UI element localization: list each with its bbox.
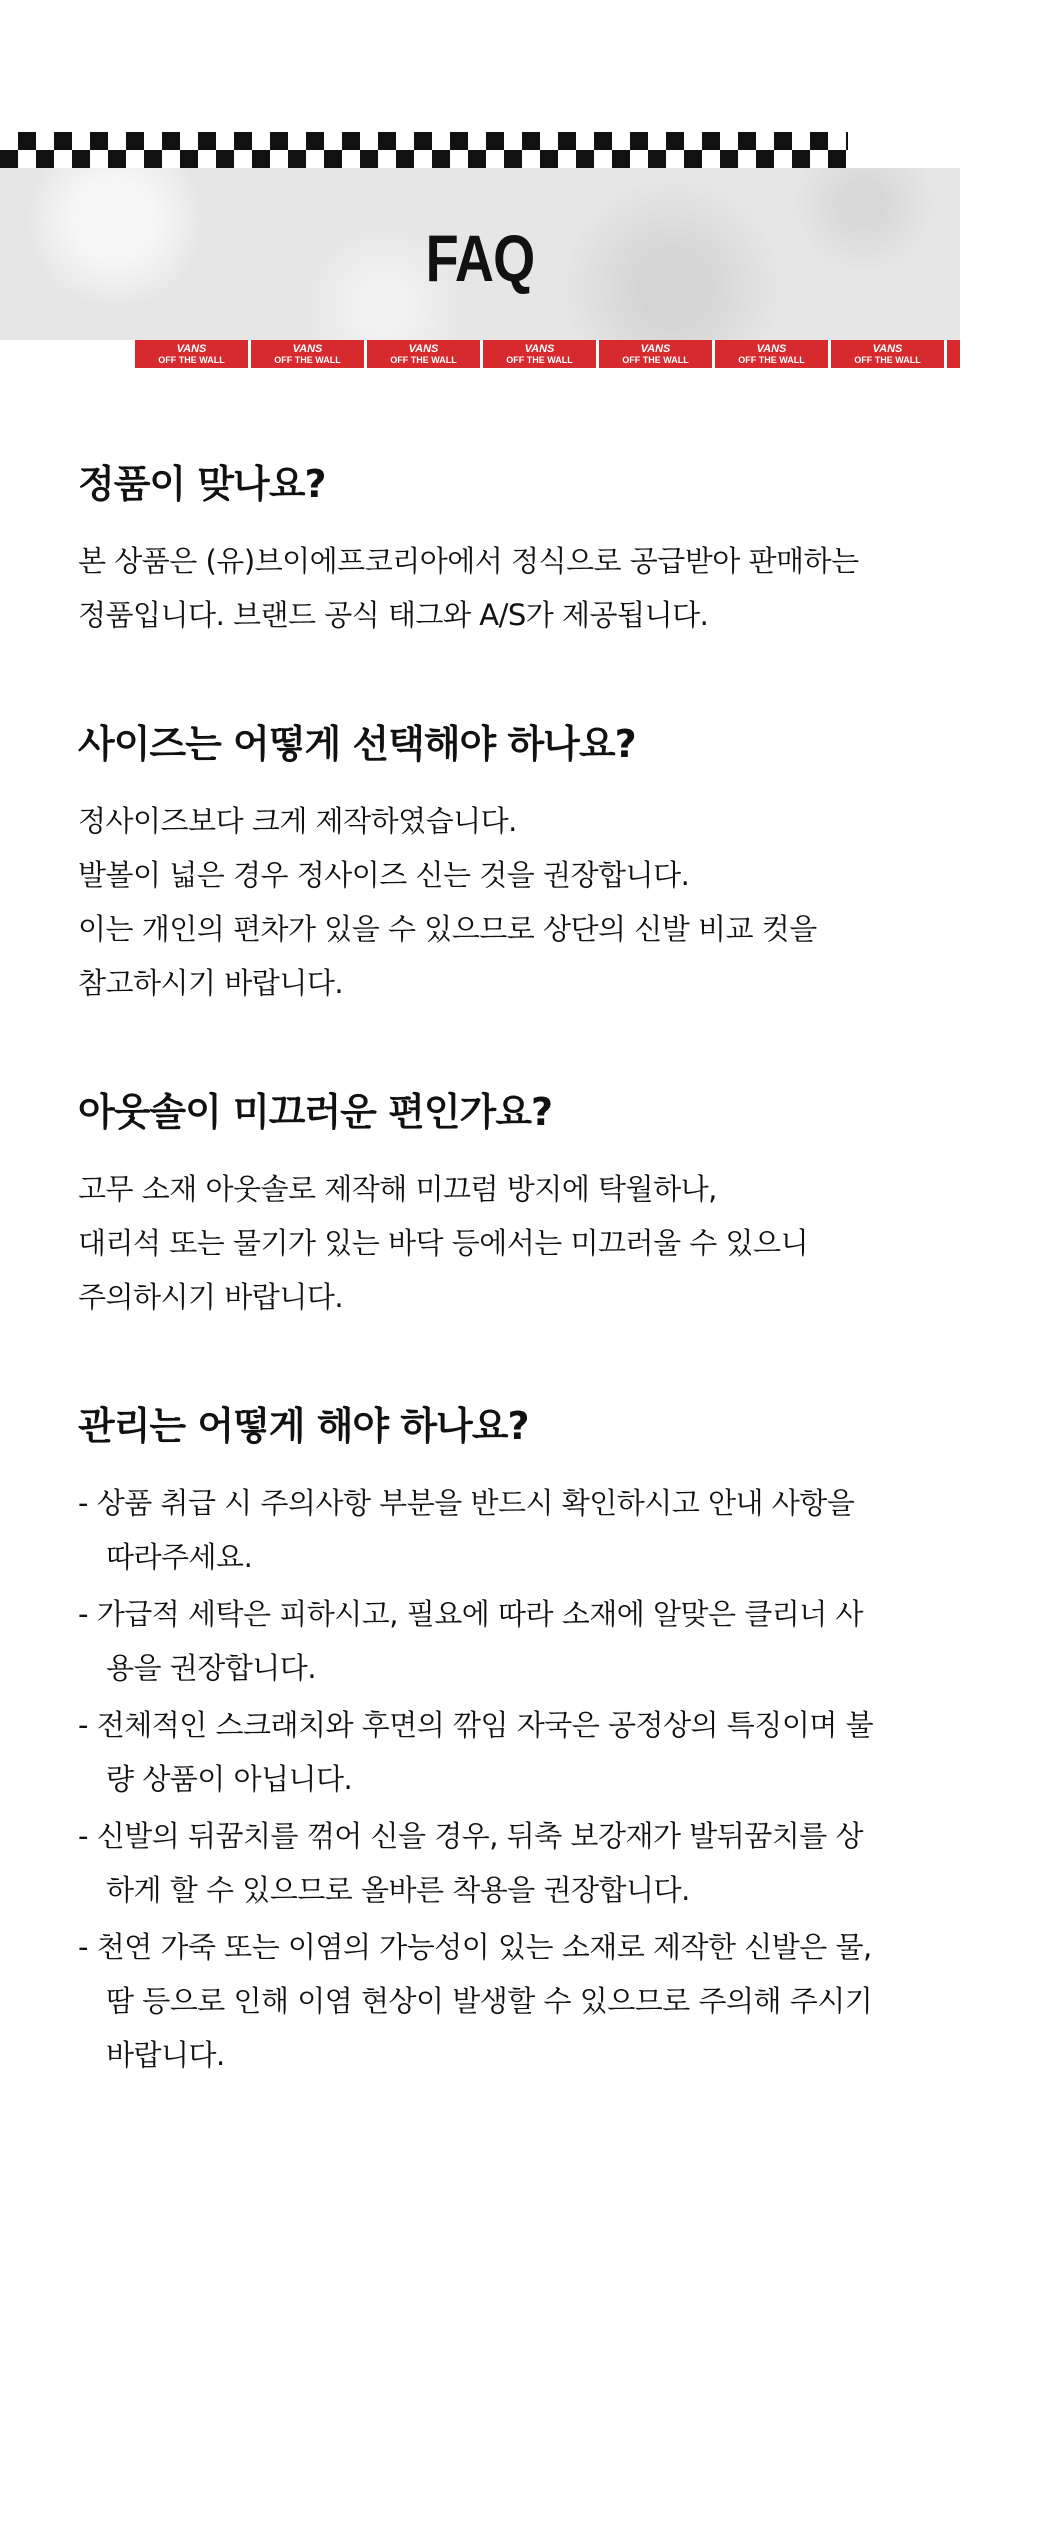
care-list-item: - 상품 취급 시 주의사항 부분을 반드시 확인하시고 안내 사항을 따라주세요. [78, 1476, 888, 1584]
answer-line: 대리석 또는 물기가 있는 바닥 등에서는 미끄러울 수 있으니 [78, 1226, 809, 1260]
faq-item [78, 1402, 888, 2082]
brand-tape-logo: VANS OFF THE WALL [944, 340, 1060, 368]
brand-tape-logo: VANS OFF THE WALL [828, 340, 944, 368]
faq-content [78, 460, 888, 2160]
faq-answer [78, 1162, 888, 1324]
care-list [78, 1476, 888, 2082]
faq-question: 정품이 맞나요? [78, 462, 326, 506]
brand-tape-logo: VANS OFF THE WALL [712, 340, 828, 368]
brand-tape-logo: VANS OFF THE WALL [596, 340, 712, 368]
care-list-item: - 가급적 세탁은 피하시고, 필요에 따라 소재에 알맞은 클리너 사용을 권장합니다. [78, 1587, 888, 1695]
answer-line: 발볼이 넓은 경우 정사이즈 신는 것을 권장합니다. [78, 858, 690, 892]
faq-item [78, 460, 888, 642]
brand-tape-logo: VANS OFF THE WALL [480, 340, 596, 368]
answer-line: 참고하시기 바랍니다. [78, 966, 344, 1000]
faq-question: 아웃솔이 미끄러운 편인가요? [78, 1090, 552, 1134]
faq-answer [78, 794, 888, 1010]
brand-tape-logo: VANS OFF THE WALL [364, 340, 480, 368]
answer-line: 주의하시기 바랍니다. [78, 1280, 344, 1314]
care-list-item: - 천연 가죽 또는 이염의 가능성이 있는 소재로 제작한 신발은 물, 땀 등으로 인해 이염 현상이 발생할 수 있으므로 주의해 주시기 바랍니다. [78, 1920, 888, 2082]
answer-line: 고무 소재 아웃솔로 제작해 미끄럼 방지에 탁월하나, [78, 1172, 717, 1206]
faq-question: 관리는 어떻게 해야 하나요? [78, 1404, 529, 1448]
care-list-item: - 전체적인 스크래치와 후면의 깎임 자국은 공정상의 특징이며 불량 상품이 아닙니다. [78, 1698, 888, 1806]
answer-line: 정품입니다. 브랜드 공식 태그와 A/S가 제공됩니다. [78, 598, 709, 632]
care-list-item: - 신발의 뒤꿈치를 꺾어 신을 경우, 뒤축 보강재가 발뒤꿈치를 상하게 할 수 있으므로 올바른 착용을 권장합니다. [78, 1809, 888, 1917]
faq-banner [0, 0, 1037, 368]
faq-item [78, 720, 888, 1010]
brand-tape-logo: VANS OFF THE WALL [248, 340, 364, 368]
faq-answer [78, 534, 888, 642]
faq-question: 사이즈는 어떻게 선택해야 하나요? [78, 722, 636, 766]
faq-item [78, 1088, 888, 1324]
checkerboard-stripe [0, 132, 848, 168]
faq-answer [78, 1476, 888, 2082]
brand-tape [132, 340, 1037, 368]
answer-line: 정사이즈보다 크게 제작하였습니다. [78, 804, 517, 838]
brand-tape-logo: VANS OFF THE WALL [132, 340, 248, 368]
answer-line: 본 상품은 (유)브이에프코리아에서 정식으로 공급받아 판매하는 [78, 544, 859, 578]
page-title: FAQ [425, 221, 535, 295]
answer-line: 이는 개인의 편차가 있을 수 있으므로 상단의 신발 비교 컷을 [78, 912, 817, 946]
